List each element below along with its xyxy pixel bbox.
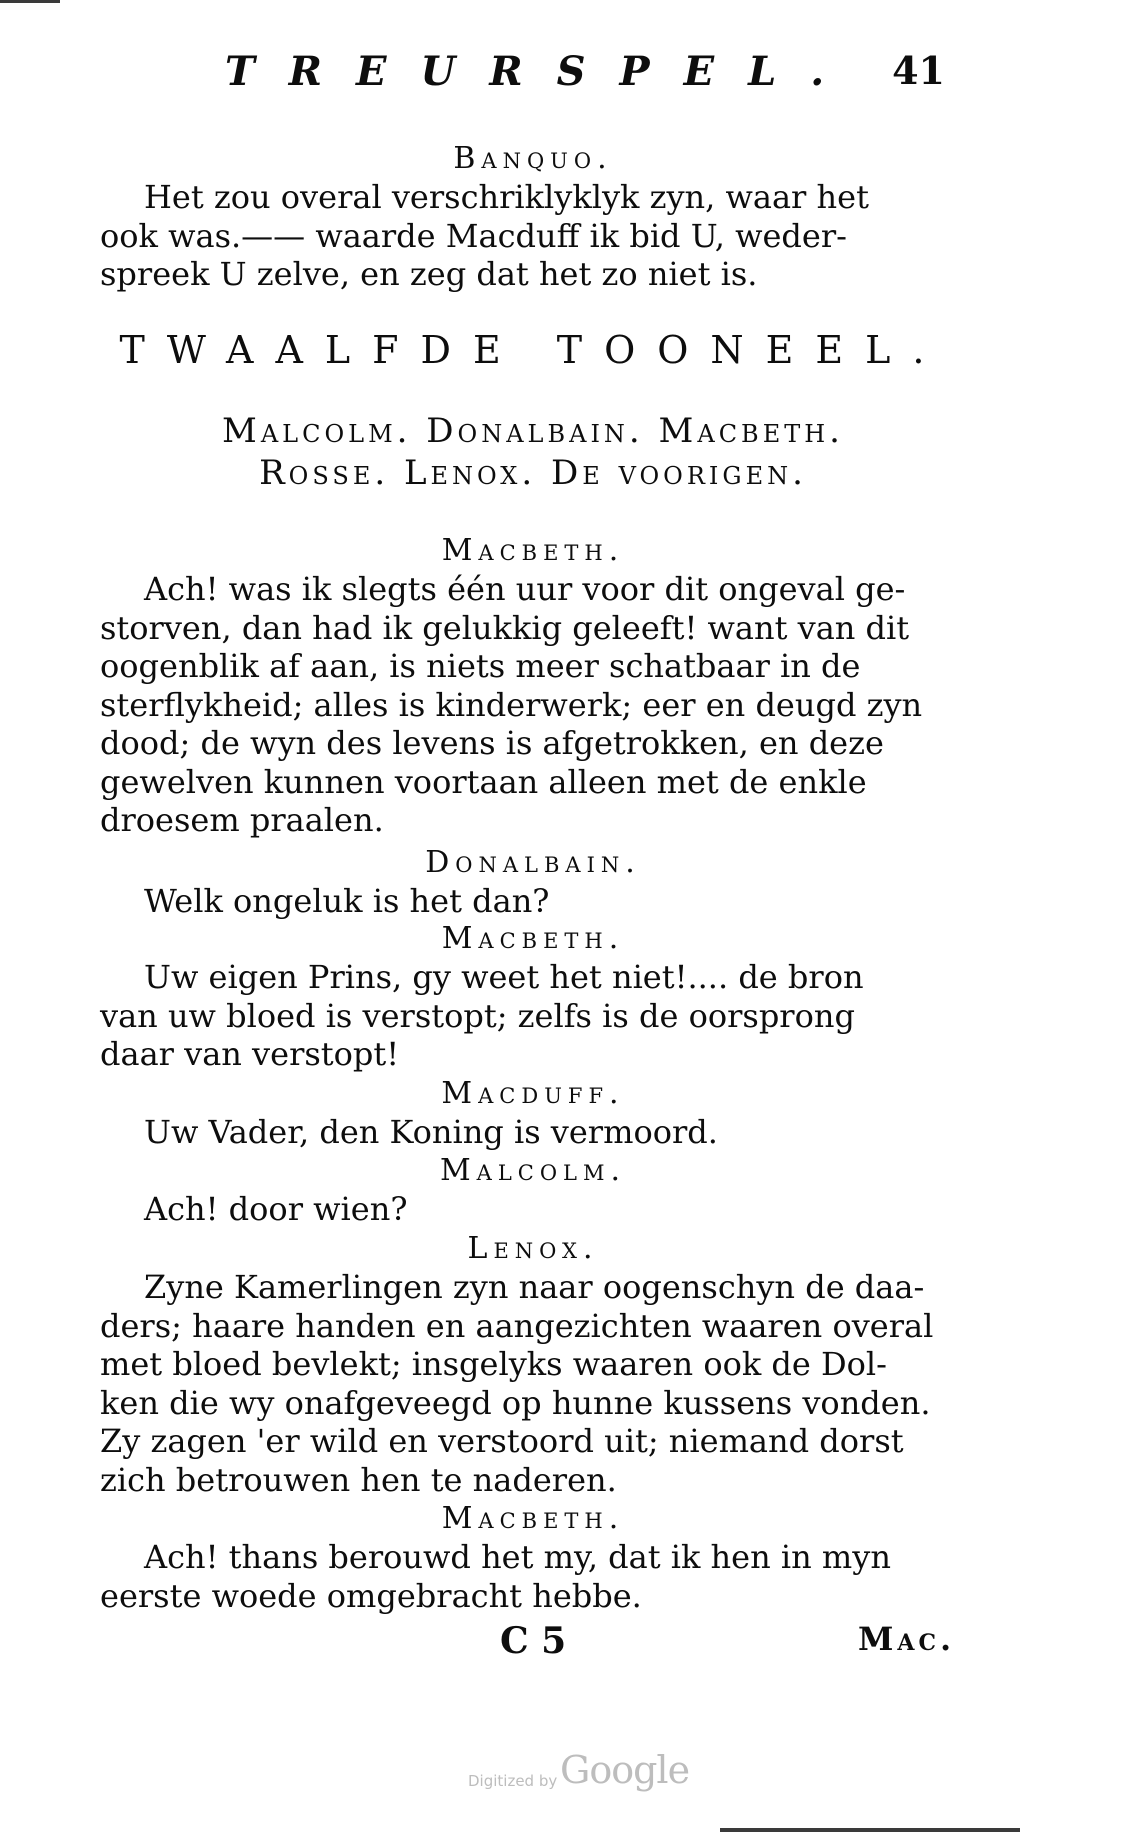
speaker-name: Macbeth. [441, 1501, 625, 1536]
speaker-name: Macduff. [441, 1076, 625, 1111]
cast-line: Malcolm. Donalbain. Macbeth. [222, 411, 844, 451]
cast-line: Rosse. Lenox. De voorigen. [259, 453, 807, 493]
running-title: TREURSPEL. [225, 48, 859, 95]
speech-line: Ach! door wien? [144, 1190, 408, 1228]
speech-line: droesem praalen. [100, 801, 384, 839]
speech-line: Zyne Kamerlingen zyn naar oogenschyn de daa- [144, 1268, 925, 1306]
speech-text [100, 1190, 966, 1229]
speech-text [100, 1268, 966, 1499]
speech-line: Uw eigen Prins, gy weet het niet!.... de bron [144, 958, 864, 996]
speech-line: Uw Vader, den Koning is vermoord. [144, 1113, 718, 1151]
digitized-watermark [468, 1748, 708, 1798]
speech-banquo [100, 140, 966, 294]
speech-line: Ach! was ik slegts één uur voor dit ongeval ge- [144, 570, 906, 608]
speech-text [100, 1538, 966, 1615]
speech-line: storven, dan had ik gelukkig geleeft! want van dit [100, 608, 910, 647]
scene-cast [100, 410, 966, 494]
speech-text [100, 882, 966, 921]
signature-mark: C 5 [500, 1620, 567, 1662]
scan-edge-rule [720, 1828, 1020, 1832]
speech-line: met bloed bevlekt; insgelyks waaren ook de Dol- [100, 1345, 887, 1383]
speech-lenox [100, 1230, 966, 1499]
speech-text [100, 1113, 966, 1152]
speech-line: van uw bloed is verstopt; zelfs is de oorsprong [100, 996, 855, 1035]
speech-line: zich betrouwen hen te naderen. [100, 1460, 617, 1499]
speaker-name: Macbeth. [441, 921, 625, 956]
page-header [225, 48, 945, 108]
speech-macbeth [100, 1500, 966, 1615]
speaker-name: Macbeth. [441, 533, 625, 568]
speech-line: ook was.—— waarde Macduff ik bid U, weder- [100, 216, 847, 255]
page-number: 41 [892, 48, 945, 93]
speech-donalbain [100, 844, 966, 921]
speech-text [100, 178, 966, 294]
speech-line: gewelven kunnen voortaan alleen met de enkle [100, 762, 867, 801]
speech-line: eerste woede omgebracht hebbe. [100, 1576, 642, 1615]
scan-edge-mark [0, 0, 60, 3]
speech-line: ders; haare handen en aangezichten waaren overal [100, 1306, 934, 1345]
speech-line: Welk ongeluk is het dan? [144, 882, 550, 920]
speech-line: spreek U zelve, en zeg dat het zo niet is. [100, 255, 758, 293]
speech-line: dood; de wyn des levens is afgetrokken, en deze [100, 724, 884, 762]
scene-heading [100, 328, 966, 372]
google-logo: Google [560, 1748, 690, 1792]
scene-title: TWAALFDE TOONEEL. [119, 328, 947, 372]
speech-macduff [100, 1075, 966, 1152]
speech-macbeth [100, 920, 966, 1074]
speech-text [100, 958, 966, 1074]
speaker-name: Malcolm. [439, 1153, 627, 1188]
speaker-name: Lenox. [467, 1231, 599, 1266]
speech-line: daar van verstopt! [100, 1035, 400, 1073]
speech-line: ken die wy onafgeveegd op hunne kussens vonden. [100, 1383, 931, 1422]
speech-text [100, 570, 966, 840]
speech-line: Het zou overal verschriklyklyk zyn, waar het [144, 178, 869, 216]
speech-line: sterflykheid; alles is kinderwerk; eer en deugd zyn [100, 685, 923, 724]
speaker-name: Banquo. [453, 141, 613, 176]
watermark-prefix: Digitized by [468, 1772, 558, 1790]
speaker-name: Donalbain. [425, 845, 641, 880]
speech-malcolm [100, 1152, 966, 1229]
speech-macbeth [100, 532, 966, 840]
catchword: Mac. [858, 1620, 956, 1658]
speech-line: Zy zagen 'er wild en verstoord uit; niemand dorst [100, 1422, 904, 1460]
speech-line: Ach! thans berouwd het my, dat ik hen in myn [144, 1538, 891, 1576]
speech-line: oogenblik af aan, is niets meer schatbaar in de [100, 647, 861, 685]
